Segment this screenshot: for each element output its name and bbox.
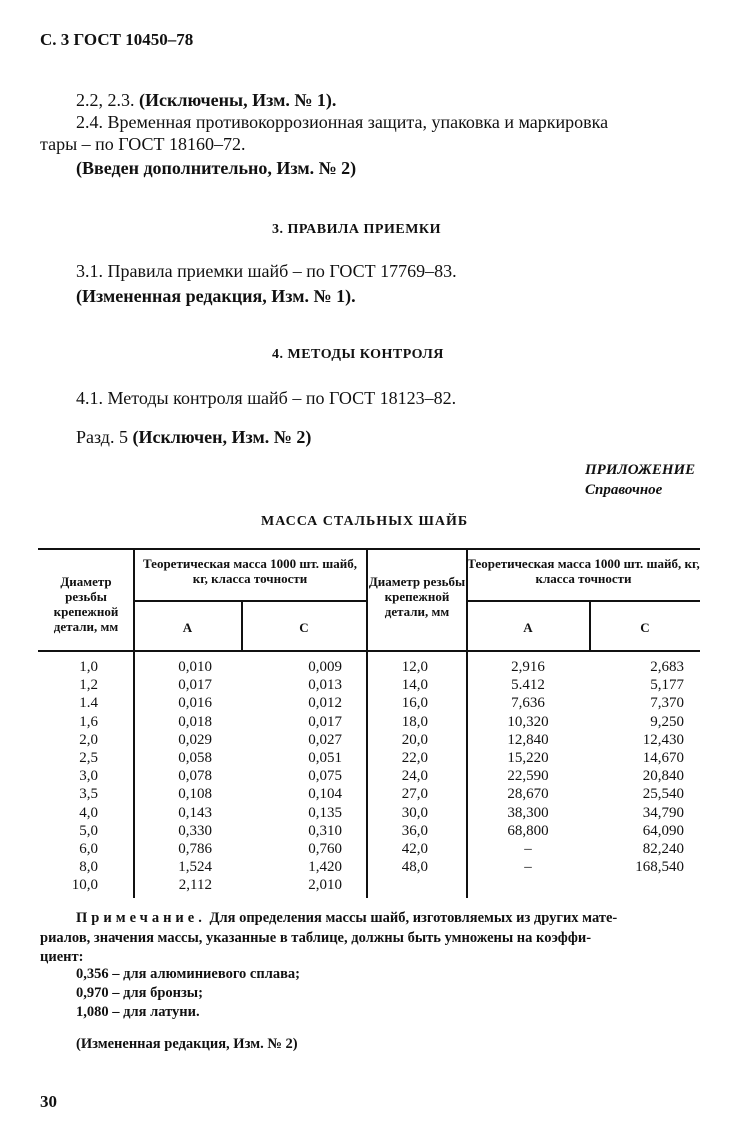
table-cell-mass-c: 9,250 bbox=[650, 713, 684, 730]
table-sub-rule-right bbox=[466, 600, 700, 602]
para-2-2 bbox=[76, 90, 336, 111]
table-cell-mass-a: 0,058 bbox=[178, 750, 212, 767]
section-4-para: 4.1. Методы контроля шайб – по ГОСТ 18123–82. bbox=[76, 388, 457, 408]
table-cell-diameter: 24,0 bbox=[401, 768, 428, 785]
table-cell-mass-a: 0,786 bbox=[178, 841, 212, 858]
table-cell-mass-c: 1,420 bbox=[308, 859, 342, 876]
table-cell-mass-c: 0,013 bbox=[308, 677, 342, 694]
table-cell-diameter: 5,0 bbox=[79, 822, 98, 839]
table-cell-mass-c: 14,670 bbox=[642, 750, 684, 767]
table-cell-mass-c: 0,760 bbox=[308, 841, 342, 858]
table-cell-mass-a: – bbox=[524, 841, 532, 858]
table-cell-mass-a: 2,916 bbox=[511, 659, 545, 675]
page-header: С. 3 ГОСТ 10450–78 bbox=[40, 30, 194, 49]
table-cell-mass-a: 10,320 bbox=[507, 713, 549, 730]
para-2-2-bold: (Исключены, Изм. № 1) bbox=[139, 90, 332, 110]
razd-5-prefix: Разд. 5 bbox=[76, 427, 128, 447]
table-cell-diameter: 22,0 bbox=[401, 750, 428, 767]
header-mass-2: Теоретическая масса 1000 шт. шайб, кг, класса точности bbox=[467, 556, 700, 586]
table-cell-mass-c: 0,009 bbox=[308, 659, 342, 675]
table-cell-diameter: 48,0 bbox=[401, 859, 428, 876]
table-cell-mass-a: 0,029 bbox=[178, 731, 212, 748]
table-cell-mass-a: 0,017 bbox=[178, 677, 212, 694]
table-cell-diameter: 12,0 bbox=[401, 659, 428, 675]
note-line-3: циент: bbox=[40, 949, 84, 965]
table-cell-mass-a: 22,590 bbox=[507, 768, 549, 785]
table-cell-diameter: 1,6 bbox=[79, 713, 98, 730]
table-cell-diameter: 14,0 bbox=[401, 677, 428, 694]
table-cell-mass-a: 68,800 bbox=[507, 822, 549, 839]
header-class-c: С bbox=[299, 620, 309, 635]
table-cell-diameter: 1,2 bbox=[79, 677, 98, 694]
para-2-4-line2: тары – по ГОСТ 18160–72. bbox=[40, 134, 246, 154]
table-cell-mass-a: 0,016 bbox=[178, 695, 212, 712]
table-cell-mass-c: 0,012 bbox=[308, 695, 342, 712]
section-3-para: 3.1. Правила приемки шайб – по ГОСТ 17769–83. bbox=[76, 261, 457, 281]
table-cell-mass-c: 20,840 bbox=[642, 768, 684, 785]
note-text-1: Для определения массы шайб, изготовляемых из других мате- bbox=[209, 910, 618, 926]
column-left-c bbox=[242, 658, 342, 895]
table-sub-rule-left bbox=[133, 600, 366, 602]
table-cell-diameter: 3,0 bbox=[79, 768, 98, 785]
table-cell-diameter: 6,0 bbox=[79, 841, 98, 858]
table-cell-mass-c: 0,027 bbox=[308, 731, 342, 748]
razd-5 bbox=[76, 427, 311, 448]
table-cell-diameter: 10,0 bbox=[71, 877, 98, 894]
table-cell-mass-c: 0,310 bbox=[308, 822, 342, 839]
para-2-4-line1: 2.4. Временная противокоррозионная защита, упаковка и маркировка bbox=[76, 112, 609, 132]
table-cell-diameter: 20,0 bbox=[401, 731, 428, 748]
table-cell-mass-a: 28,670 bbox=[507, 786, 549, 803]
table-cell-mass-a: 1,524 bbox=[178, 859, 212, 876]
table-cell-diameter: 8,0 bbox=[79, 859, 98, 876]
table-header-rule bbox=[38, 650, 700, 652]
table-cell-diameter: 3,5 bbox=[79, 786, 98, 803]
mass-table bbox=[38, 548, 700, 898]
table-cell-mass-c: 0,017 bbox=[308, 713, 342, 730]
table-cell-diameter: 2,0 bbox=[79, 731, 98, 748]
table-cell-mass-c: 64,090 bbox=[642, 822, 684, 839]
table-cell-mass-c: 2,683 bbox=[650, 659, 684, 675]
razd-5-bold: (Исключен, Изм. № 2) bbox=[132, 427, 312, 447]
note-item-2: 0,970 – для бронзы; bbox=[76, 985, 203, 1001]
table-top-rule bbox=[38, 548, 700, 550]
section-4-title: 4. МЕТОДЫ КОНТРОЛЯ bbox=[272, 347, 444, 362]
appendix-title: ПРИЛОЖЕНИЕ bbox=[585, 462, 696, 478]
table-cell-mass-a: 15,220 bbox=[507, 750, 549, 767]
table-cell-mass-a: 38,300 bbox=[507, 804, 549, 821]
table-cell-diameter: 1.4 bbox=[79, 695, 98, 712]
table-cell-mass-c: 0,135 bbox=[308, 804, 342, 821]
header-class-a: А bbox=[182, 620, 193, 635]
note-line-2: риалов, значения массы, указанные в таблице, должны быть умножены на коэффи- bbox=[40, 930, 592, 946]
table-cell-mass-a: 12,840 bbox=[507, 731, 549, 748]
table-title: МАССА СТАЛЬНЫХ ШАЙБ bbox=[261, 514, 469, 529]
table-cell-diameter: 1,0 bbox=[79, 659, 98, 675]
table-cell-mass-c: 7,370 bbox=[650, 695, 684, 712]
para-2-4-note: (Введен дополнительно, Изм. № 2) bbox=[76, 158, 357, 178]
table-cell-mass-c: 25,540 bbox=[642, 786, 684, 803]
table-cell-diameter: 4,0 bbox=[79, 804, 98, 821]
header-diameter: Диаметр резьбы крепежной детали, мм bbox=[53, 574, 119, 634]
table-cell-mass-a: 0,108 bbox=[178, 786, 212, 803]
table-cell-mass-c: 0,104 bbox=[308, 786, 342, 803]
page-number: 30 bbox=[40, 1092, 57, 1111]
note-line-1 bbox=[76, 908, 617, 928]
table-cell-mass-a: 5.412 bbox=[511, 677, 545, 694]
table-vline-4 bbox=[466, 548, 468, 898]
table-cell-mass-a: 0,078 bbox=[178, 768, 212, 785]
table-cell-diameter: 42,0 bbox=[401, 841, 428, 858]
note-item-1: 0,356 – для алюминиевого сплава; bbox=[76, 966, 301, 982]
column-right-c bbox=[590, 658, 684, 876]
table-cell-mass-c: 0,051 bbox=[308, 750, 342, 767]
table-cell-mass-a: 0,010 bbox=[178, 659, 212, 675]
table-cell-mass-a: – bbox=[524, 859, 532, 876]
table-cell-mass-a: 2,112 bbox=[178, 877, 212, 894]
table-cell-mass-c: 168,540 bbox=[635, 859, 684, 876]
header-class-a-2: А bbox=[523, 620, 533, 635]
para-2-2-num: 2.2, 2.3. bbox=[76, 90, 135, 110]
table-cell-mass-a: 0,330 bbox=[178, 822, 212, 839]
note-edit: (Измененная редакция, Изм. № 2) bbox=[76, 1036, 298, 1052]
table-cell-diameter: 30,0 bbox=[401, 804, 428, 821]
table-cell-mass-c: 5,177 bbox=[650, 677, 684, 694]
table-cell-mass-c: 82,240 bbox=[642, 841, 684, 858]
note-label: Примечание. bbox=[76, 910, 206, 926]
table-cell-mass-c: 34,790 bbox=[642, 804, 684, 821]
table-cell-diameter: 16,0 bbox=[401, 695, 428, 712]
column-left-diameter bbox=[40, 658, 98, 895]
table-cell-mass-a: 7,636 bbox=[511, 695, 545, 712]
appendix-subtitle: Справочное bbox=[585, 482, 663, 498]
note-item-3: 1,080 – для латуни. bbox=[76, 1004, 200, 1020]
table-cell-diameter: 18,0 bbox=[401, 713, 428, 730]
header-mass: Теоретическая масса 1000 шт. шайб, кг, класса точности bbox=[143, 556, 357, 586]
table-cell-mass-c: 2,010 bbox=[308, 877, 342, 894]
column-right-diameter bbox=[367, 658, 428, 876]
header-diameter-2: Диаметр резьбы крепежной детали, мм bbox=[368, 574, 466, 619]
table-cell-mass-a: 0,143 bbox=[178, 804, 212, 821]
table-cell-mass-c: 0,075 bbox=[308, 768, 342, 785]
column-left-a bbox=[134, 658, 212, 895]
header-class-c-2: С bbox=[640, 620, 650, 635]
table-cell-diameter: 36,0 bbox=[401, 822, 428, 839]
table-cell-mass-c: 12,430 bbox=[642, 731, 684, 748]
para-2-2-end: . bbox=[331, 90, 337, 110]
table-cell-diameter: 2,5 bbox=[79, 750, 98, 767]
table-cell-diameter: 27,0 bbox=[401, 786, 428, 803]
column-right-a bbox=[490, 658, 566, 876]
section-3-note: (Измененная редакция, Изм. № 1). bbox=[76, 286, 356, 306]
section-3-title: 3. ПРАВИЛА ПРИЕМКИ bbox=[272, 222, 441, 237]
table-cell-mass-a: 0,018 bbox=[178, 713, 212, 730]
